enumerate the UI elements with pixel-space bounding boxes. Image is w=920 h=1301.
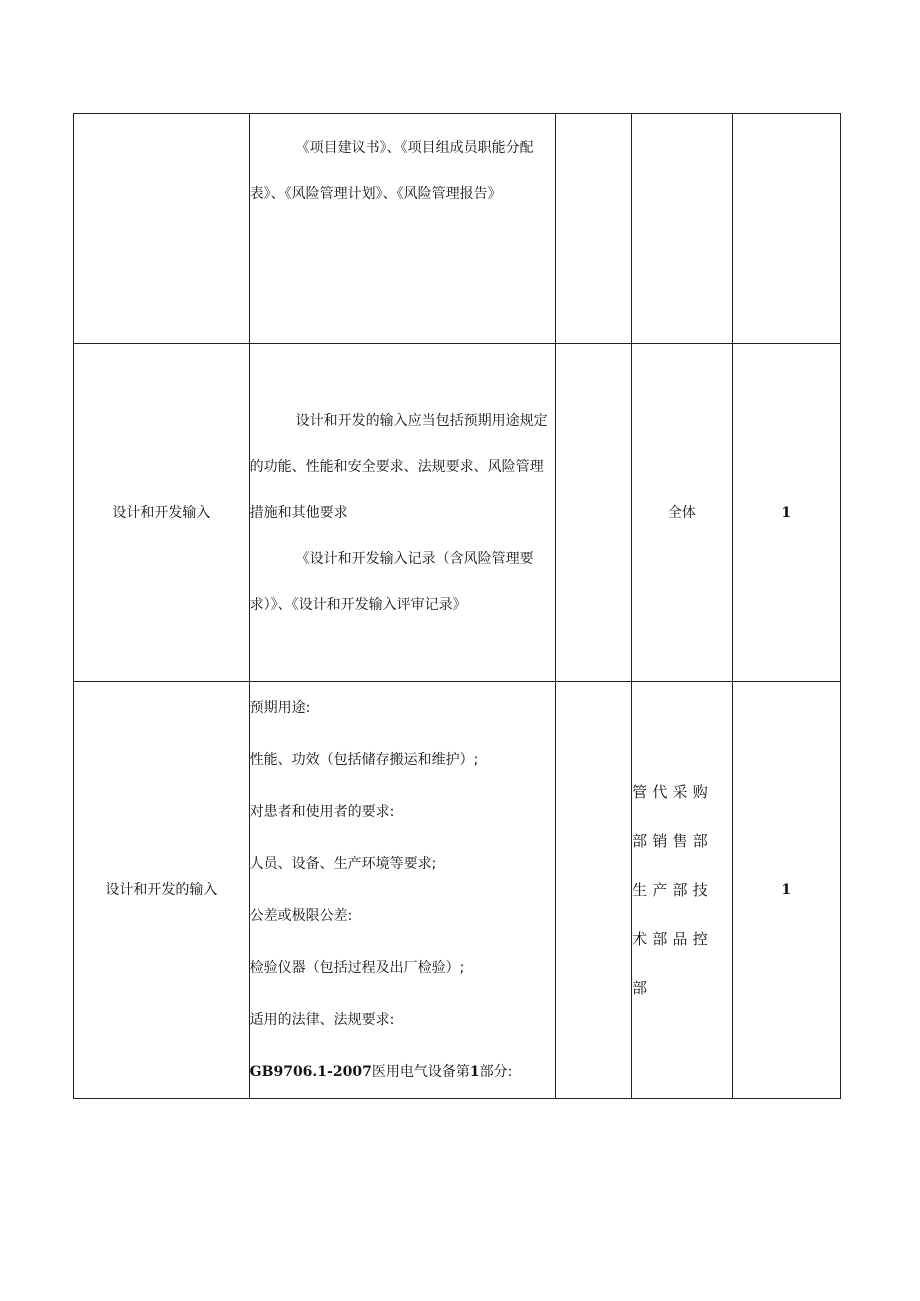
list-item: 人员、设备、生产环境等要求;: [249, 856, 437, 872]
standard-reference: [250, 1046, 555, 1098]
dept-cell: 全体: [632, 344, 732, 682]
item-cell: [74, 114, 250, 344]
blank-cell: [555, 114, 631, 344]
list-item: 公差或极限公差:: [249, 908, 353, 924]
qty-cell: 1: [732, 344, 840, 682]
requirement-text: 设计和开发的输入应当包括预期用途规定的功能、性能和安全要求、法规要求、风险管理措施和其他要求: [249, 412, 548, 521]
standard-part-number: 1: [469, 1064, 480, 1080]
qty-cell: [732, 114, 840, 344]
dept-cell: [632, 114, 732, 344]
record-list-text: 《设计和开发输入记录（含风险管理要求）》、《设计和开发输入评审记录》: [249, 550, 534, 613]
list-item: 检验仪器（包括过程及出厂检验）;: [249, 960, 465, 976]
list-item: 对患者和使用者的要求:: [249, 804, 395, 820]
content-cell: [249, 682, 555, 1099]
list-item: 性能、功效（包括储存搬运和维护）;: [249, 752, 479, 768]
table-row: [74, 344, 841, 682]
qty-cell: 1: [732, 682, 840, 1099]
standard-text: 部分:: [479, 1064, 513, 1080]
content-cell: [249, 344, 555, 682]
record-list-text: 《项目建议书》、《项目组成员职能分配表》、《风险管理计划》、《风险管理报告》: [249, 140, 534, 202]
item-cell: 设计和开发输入: [74, 344, 250, 682]
content-cell: [249, 114, 555, 344]
table-row: [74, 114, 841, 344]
dept-list-text: 管代采购部销售部生产部技术部品控部: [632, 782, 713, 997]
standard-text: 医用电气设备第: [371, 1064, 470, 1080]
list-item: 预期用途:: [249, 700, 311, 716]
blank-cell: [555, 682, 631, 1099]
standard-code: GB9706.1-2007: [249, 1064, 372, 1080]
list-item: 适用的法律、法规要求:: [249, 1012, 395, 1028]
dept-cell: [632, 682, 732, 1099]
table-row: [74, 682, 841, 1099]
procedure-table: [73, 113, 841, 1099]
item-cell: 设计和开发的输入: [74, 682, 250, 1099]
blank-cell: [555, 344, 631, 682]
